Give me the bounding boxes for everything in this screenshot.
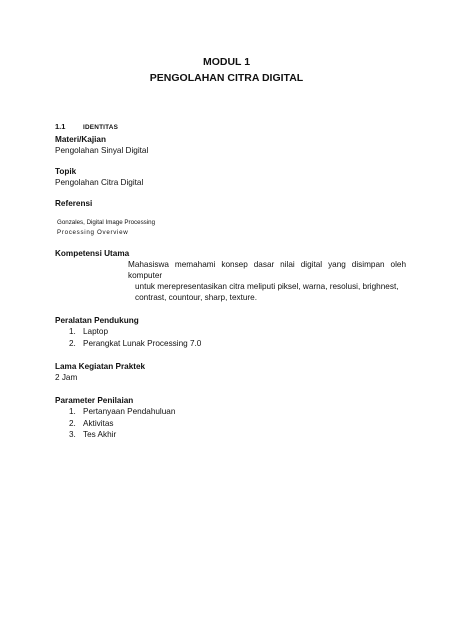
section-label: IDENTITAS	[83, 124, 119, 131]
list-item-text: Laptop	[83, 327, 109, 336]
section-heading	[55, 122, 405, 131]
topik-label: Topik	[55, 167, 77, 176]
module-title-line2: PENGOLAHAN CITRA DIGITAL	[149, 72, 304, 84]
list-item	[55, 418, 405, 430]
materi-value: Pengolahan Sinyal Digital	[55, 146, 149, 155]
materi-label: Materi/Kajian	[55, 135, 106, 144]
module-title	[0, 54, 453, 86]
kompetensi-line1: Mahasiswa memahami konsep dasar nilai digital yang disimpan oleh komputer	[128, 260, 406, 280]
parameter-list	[55, 406, 405, 441]
peralatan-label: Peralatan Pendukung	[55, 316, 139, 325]
kompetensi-label: Kompetensi Utama	[55, 249, 130, 258]
list-item	[55, 326, 405, 338]
list-item-number: 2.	[69, 418, 76, 428]
topik-value: Pengolahan Citra Digital	[55, 178, 144, 187]
section-number: 1.1	[55, 122, 66, 131]
kompetensi-line2: untuk merepresentasikan citra meliputi piksel, warna, resolusi, brighnest,	[135, 282, 399, 291]
list-item-text: Aktivitas	[83, 418, 114, 428]
list-item	[55, 429, 405, 441]
list-item-text: Pertanyaan Pendahuluan	[83, 407, 176, 416]
list-item-text: Perangkat Lunak Processing 7.0	[83, 338, 202, 348]
lama-label: Lama Kegiatan Praktek	[55, 362, 146, 371]
lama-value: 2 Jam	[55, 373, 78, 382]
list-item-number: 2.	[69, 338, 76, 348]
document-content	[55, 122, 405, 441]
module-title-line1: MODUL 1	[202, 56, 251, 68]
referensi-label: Referensi	[55, 199, 93, 208]
peralatan-list	[55, 326, 405, 349]
kompetensi-line3: contrast, countour, sharp, texture.	[135, 293, 257, 302]
referensi-item: Processing Overview	[57, 229, 129, 236]
list-item-text: Tes Akhir	[83, 430, 117, 439]
kompetensi-paragraph	[128, 259, 406, 303]
list-item-number: 1.	[69, 327, 76, 336]
list-item-number: 3.	[69, 430, 76, 439]
referensi-item: Gonzales, Digital Image Processing	[57, 219, 156, 226]
parameter-label: Parameter Penilaian	[55, 396, 134, 405]
referensi-list	[55, 218, 405, 238]
list-item	[55, 338, 405, 350]
list-item	[55, 406, 405, 418]
list-item-number: 1.	[69, 407, 76, 416]
